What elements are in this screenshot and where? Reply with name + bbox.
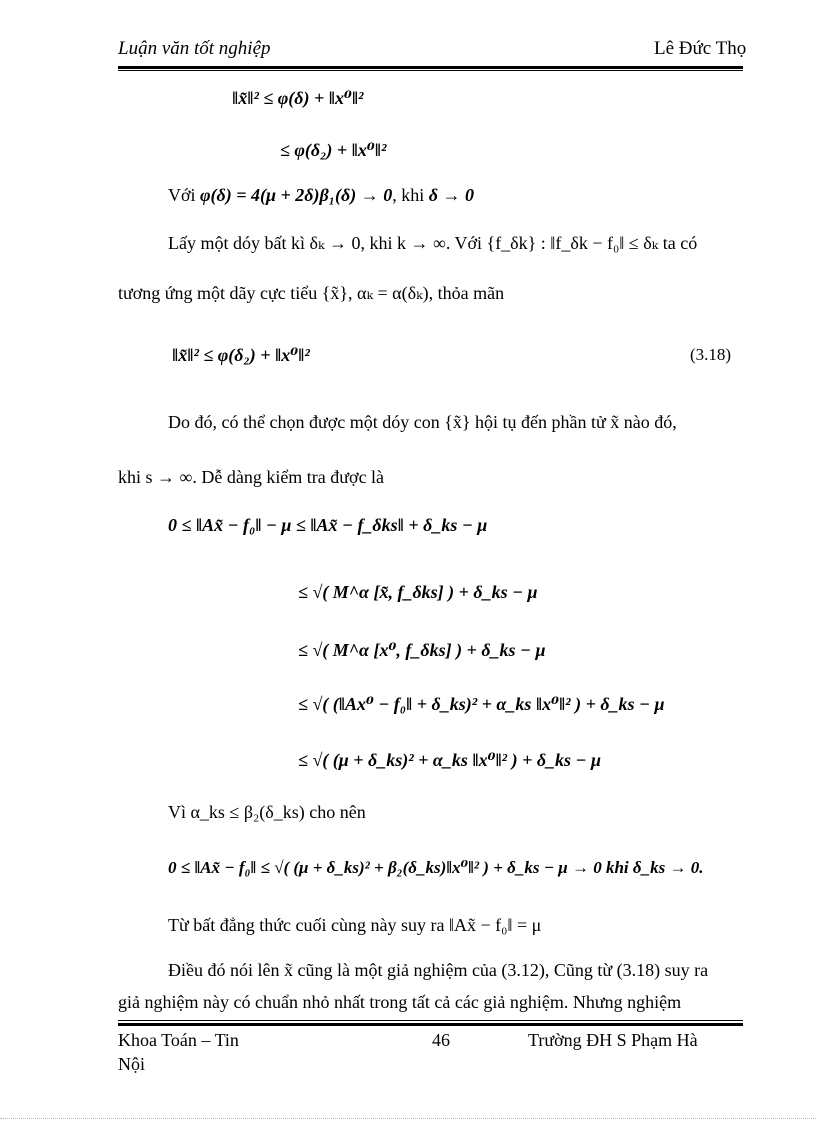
header-right: Lê Đức Thọ [654, 38, 747, 59]
paragraph-2-line-2: tương ứng một dãy cực tiểu {x̃}, αₖ = α(δₖ), thỏa mãn [118, 283, 505, 303]
equation-number: (3.18) [690, 345, 732, 364]
header-left: Luận văn tốt nghiệp [118, 38, 271, 59]
inequality-chain-4: ≤ √( (‖Ax⁰ − f₀‖ + δ_ks)² + α_ks ‖x⁰‖² ) + δ_ks − μ [298, 694, 665, 714]
inequality-chain-5: ≤ √( (μ + δ_ks)² + α_ks ‖x⁰‖² ) + δ_ks − μ [298, 750, 601, 770]
paragraph-3-line-2: khi s → ∞. Dễ dàng kiểm tra được là [118, 467, 385, 487]
equation-a1: ‖x̃‖² ≤ φ(δ) + ‖x⁰‖² [232, 88, 364, 108]
page-number: 46 [432, 1030, 450, 1050]
paragraph-1 [168, 185, 474, 206]
p1-formula-2: δ → 0 [428, 185, 474, 205]
header-rule-thin [118, 70, 743, 71]
paragraph-6-line-1: Điều đó nói lên x̃ cũng là một giả nghiệm của (3.12), Cũng từ (3.18) suy ra [168, 960, 709, 980]
footer-right: Trường ĐH S Phạm Hà [528, 1030, 698, 1050]
paragraph-3-line-1: Do đó, có thể chọn được một dóy con {x̃} hội tụ đến phần tử x̃ nào đó, [168, 412, 677, 432]
footer-wrap: Nội [118, 1054, 145, 1074]
inequality-chain-2: ≤ √( M^α [x̃, f_δks] ) + δ_ks − μ [298, 582, 538, 602]
p1-prefix: Với [168, 185, 196, 205]
paragraph-4: Vì α_ks ≤ β₂(δ_ks) cho nên [168, 802, 366, 822]
p1-formula: φ(δ) = 4(μ + 2δ)β₁(δ) → 0 [200, 185, 393, 205]
page-edge [0, 1118, 816, 1119]
footer-rule [118, 1023, 743, 1026]
equation-3-18: ‖x̃‖² ≤ φ(δ₂) + ‖x⁰‖² [172, 345, 310, 365]
paragraph-5: Từ bất đẳng thức cuối cùng này suy ra ‖Ax̃ − f₀‖ = μ [168, 915, 542, 935]
footer-left: Khoa Toán – Tin [118, 1030, 239, 1050]
paragraph-6-line-2: giả nghiệm này có chuẩn nhỏ nhất trong tất cả các giả nghiệm. Nhưng nghiệm [118, 992, 682, 1012]
equation-b: 0 ≤ ‖Ax̃ − f₀‖ ≤ √( (μ + δ_ks)² + β₂(δ_ks)‖x⁰‖² ) + δ_ks − μ → 0 khi δ_ks → 0. [168, 858, 704, 877]
footer-rule-thin [118, 1020, 743, 1021]
paragraph-2-line-1: Lấy một dóy bất kì δₖ → 0, khi k → ∞. Với {f_δk} : ‖f_δk − f₀‖ ≤ δₖ ta có [168, 233, 698, 253]
p1-mid: , khi [392, 185, 425, 205]
header-rule [118, 66, 743, 69]
equation-a2: ≤ φ(δ₂) + ‖x⁰‖² [280, 140, 387, 160]
inequality-chain-3: ≤ √( M^α [x⁰, f_δks] ) + δ_ks − μ [298, 640, 546, 660]
inequality-chain-1: 0 ≤ ‖Ax̃ − f₀‖ − μ ≤ ‖Ax̃ − f_δks‖ + δ_ks − μ [168, 515, 488, 535]
